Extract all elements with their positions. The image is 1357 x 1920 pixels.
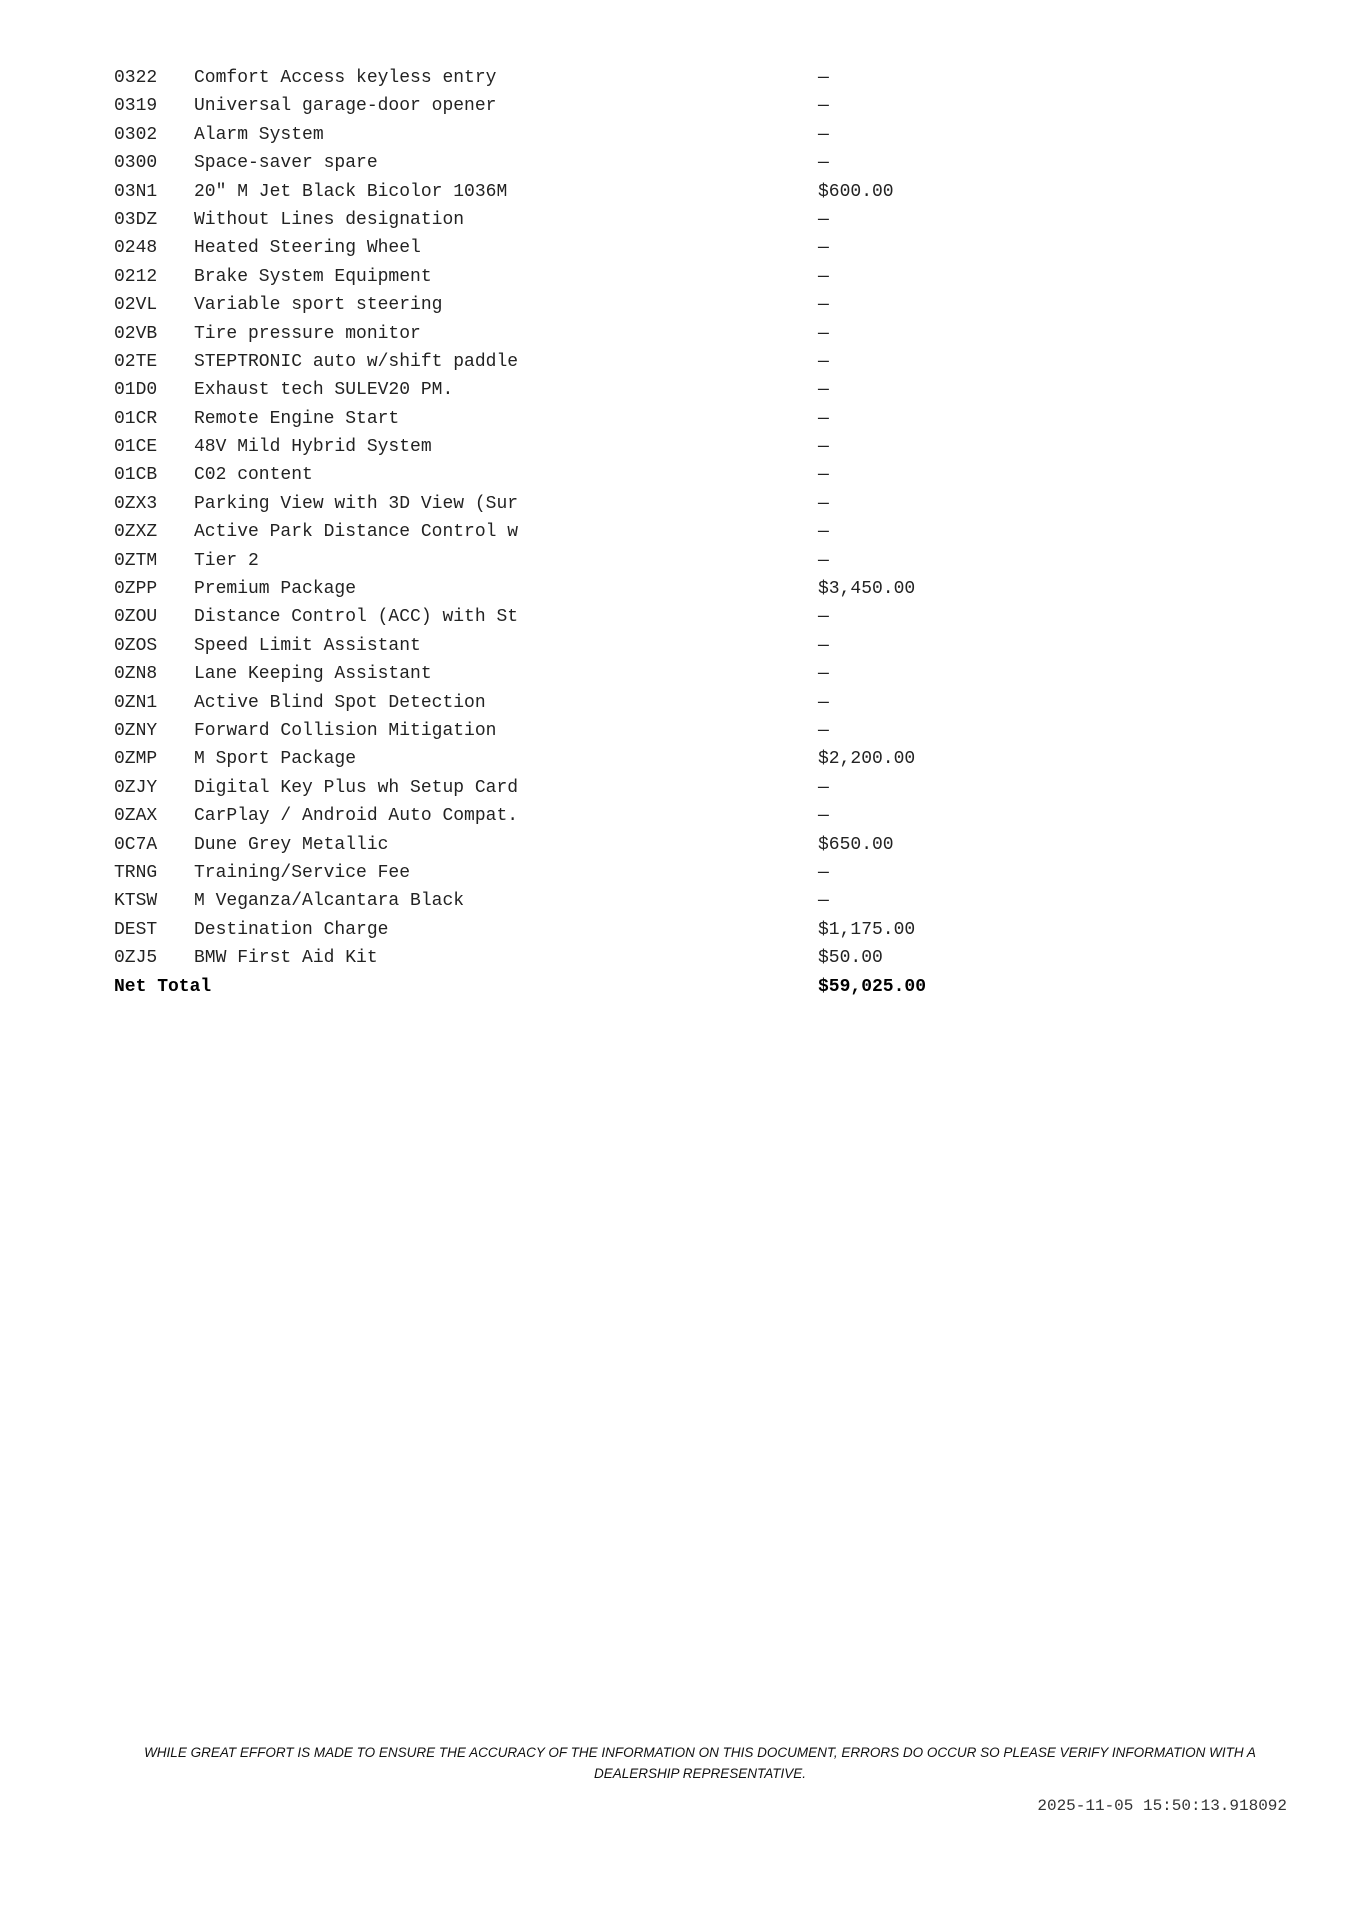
net-total-label: Net Total <box>114 976 212 997</box>
option-code: 0ZN8 <box>114 664 158 685</box>
option-row <box>114 206 974 234</box>
option-code: 0ZJ5 <box>114 948 158 969</box>
option-price: $2,200.00 <box>818 749 916 770</box>
option-description: Comfort Access keyless entry <box>194 68 497 88</box>
option-description: Space-saver spare <box>194 153 378 174</box>
option-price: — <box>818 862 829 883</box>
option-price: — <box>818 153 829 174</box>
option-code: 0ZMP <box>114 749 158 770</box>
option-row <box>114 547 974 575</box>
option-code: 02VB <box>114 323 158 344</box>
option-price: $600.00 <box>818 181 894 202</box>
option-price: — <box>818 891 829 912</box>
option-price: $50.00 <box>818 948 883 969</box>
option-price: — <box>818 664 829 685</box>
option-price: — <box>818 692 829 713</box>
option-description: Heated Steering Wheel <box>194 238 421 259</box>
option-description: Tire pressure monitor <box>194 323 421 344</box>
option-row <box>114 859 974 887</box>
option-description: Variable sport steering <box>194 295 443 316</box>
option-row <box>114 603 974 631</box>
option-description: Dune Grey Metallic <box>194 834 389 855</box>
option-row <box>114 632 974 660</box>
option-row <box>114 291 974 319</box>
option-description: Digital Key Plus wh Setup Card <box>194 777 519 798</box>
option-description: 20" M Jet Black Bicolor 1036M <box>194 181 508 202</box>
option-price: — <box>818 607 829 628</box>
option-description: Active Blind Spot Detection <box>194 692 486 713</box>
option-code: 0302 <box>114 124 158 145</box>
option-code: 02TE <box>114 351 158 372</box>
option-description: Tier 2 <box>194 550 259 571</box>
option-code: 0322 <box>114 68 158 88</box>
option-price: — <box>818 124 829 145</box>
option-price: $3,450.00 <box>818 579 916 600</box>
option-code: 0ZN1 <box>114 692 158 713</box>
option-code: 03N1 <box>114 181 158 202</box>
option-row <box>114 433 974 461</box>
option-description: 48V Mild Hybrid System <box>194 437 432 458</box>
option-row <box>114 717 974 745</box>
option-row <box>114 745 974 773</box>
option-description: BMW First Aid Kit <box>194 948 378 969</box>
option-description: Distance Control (ACC) with St <box>194 607 519 628</box>
option-row <box>114 348 974 376</box>
option-description: Parking View with 3D View (Sur <box>194 493 519 514</box>
option-row <box>114 518 974 546</box>
option-code: 0ZPP <box>114 579 158 600</box>
option-price: — <box>818 323 829 344</box>
option-price: — <box>818 806 829 827</box>
option-row <box>114 320 974 348</box>
option-row <box>114 64 974 92</box>
option-code: 0ZOS <box>114 635 158 656</box>
option-price: — <box>818 209 829 230</box>
option-code: 0248 <box>114 238 158 259</box>
net-total-amount: $59,025.00 <box>818 976 927 997</box>
option-price: — <box>818 295 829 316</box>
option-row <box>114 802 974 830</box>
option-code: 0ZOU <box>114 607 158 628</box>
option-description: Universal garage-door opener <box>194 96 497 117</box>
option-description: Destination Charge <box>194 919 389 940</box>
option-code: 0212 <box>114 266 158 287</box>
option-code: 0ZJY <box>114 777 158 798</box>
option-price: $1,175.00 <box>818 919 916 940</box>
option-row <box>114 831 974 859</box>
option-description: Alarm System <box>194 124 324 145</box>
option-row <box>114 121 974 149</box>
option-code: 03DZ <box>114 209 158 230</box>
option-description: Without Lines designation <box>194 209 465 230</box>
option-row <box>114 263 974 291</box>
option-row <box>114 689 974 717</box>
option-description: STEPTRONIC auto w/shift paddle <box>194 351 519 372</box>
option-row <box>114 660 974 688</box>
option-description: Lane Keeping Assistant <box>194 664 432 685</box>
option-code: 01D0 <box>114 380 158 401</box>
option-price: — <box>818 351 829 372</box>
option-row <box>114 887 974 915</box>
net-total-row <box>114 973 974 1001</box>
option-code: KTSW <box>114 891 158 912</box>
option-code: 0319 <box>114 96 158 117</box>
disclaimer-text: WHILE GREAT EFFORT IS MADE TO ENSURE THE ACCURACY OF THE INFORMATION ON THIS DOCUMENT, ERRORS DO OCCUR SO PLEASE VERIFY INFORMATION WITH A DEALERSHIP REPRESENTATIVE. <box>144 1745 1256 1781</box>
option-price: — <box>818 493 829 514</box>
option-code: 0ZXZ <box>114 522 158 543</box>
option-code: 01CE <box>114 437 158 458</box>
option-price: — <box>818 635 829 656</box>
option-price: — <box>818 777 829 798</box>
option-description: Remote Engine Start <box>194 408 400 429</box>
option-code: 0300 <box>114 153 158 174</box>
option-description: M Sport Package <box>194 749 357 770</box>
option-code: TRNG <box>114 862 158 883</box>
option-row <box>114 376 974 404</box>
option-description: Speed Limit Assistant <box>194 635 421 656</box>
option-row <box>114 575 974 603</box>
option-row <box>114 234 974 262</box>
option-price: — <box>818 522 829 543</box>
option-row <box>114 774 974 802</box>
option-code: 0ZNY <box>114 720 158 741</box>
option-description: Training/Service Fee <box>194 862 411 883</box>
option-row <box>114 916 974 944</box>
option-code: DEST <box>114 919 158 940</box>
option-description: Forward Collision Mitigation <box>194 720 497 741</box>
option-row <box>114 178 974 206</box>
option-price: — <box>818 238 829 259</box>
option-description: Exhaust tech SULEV20 PM. <box>194 380 454 401</box>
option-price: — <box>818 68 829 88</box>
option-row <box>114 944 974 972</box>
option-description: Premium Package <box>194 579 357 600</box>
option-row <box>114 490 974 518</box>
option-code: 0C7A <box>114 834 158 855</box>
option-price: — <box>818 550 829 571</box>
options-list <box>114 64 974 1001</box>
option-row <box>114 92 974 120</box>
option-code: 0ZTM <box>114 550 158 571</box>
option-description: C02 content <box>194 465 313 486</box>
option-code: 01CR <box>114 408 158 429</box>
option-row <box>114 461 974 489</box>
print-timestamp: 2025-11-05 15:50:13.918092 <box>1037 1797 1287 1815</box>
option-description: Brake System Equipment <box>194 266 432 287</box>
option-code: 0ZAX <box>114 806 158 827</box>
option-price: — <box>818 408 829 429</box>
option-price: $650.00 <box>818 834 894 855</box>
option-price: — <box>818 380 829 401</box>
option-price: — <box>818 465 829 486</box>
option-code: 02VL <box>114 295 158 316</box>
option-description: M Veganza/Alcantara Black <box>194 891 465 912</box>
option-price: — <box>818 266 829 287</box>
option-code: 0ZX3 <box>114 493 158 514</box>
option-price: — <box>818 437 829 458</box>
option-price: — <box>818 720 829 741</box>
option-description: Active Park Distance Control w <box>194 522 519 543</box>
option-row <box>114 405 974 433</box>
option-row <box>114 149 974 177</box>
option-code: 01CB <box>114 465 158 486</box>
option-price: — <box>818 96 829 117</box>
option-description: CarPlay / Android Auto Compat. <box>194 806 519 827</box>
